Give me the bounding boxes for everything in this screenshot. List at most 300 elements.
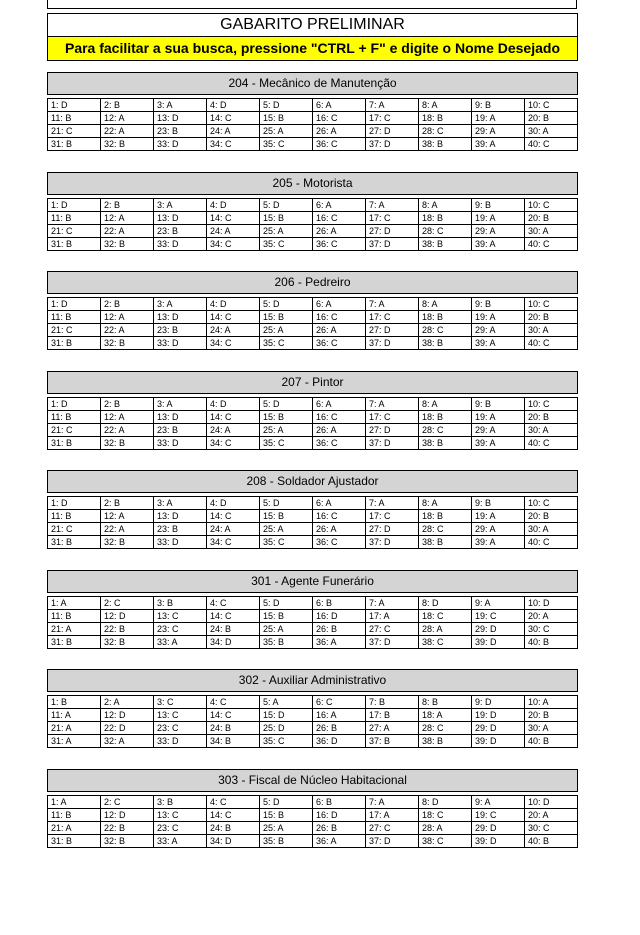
answer-cell: 36: D bbox=[313, 735, 366, 748]
answer-cell: 9: B bbox=[472, 497, 525, 510]
answer-cell: 36: C bbox=[313, 337, 366, 350]
answer-cell: 5: D bbox=[260, 796, 313, 809]
table-row bbox=[48, 597, 578, 610]
answer-cell: 4: D bbox=[207, 497, 260, 510]
answer-table bbox=[47, 397, 578, 450]
answer-cell: 7: B bbox=[366, 696, 419, 709]
table-row bbox=[48, 709, 578, 722]
answer-cell: 1: D bbox=[48, 497, 101, 510]
answer-cell: 18: C bbox=[419, 809, 472, 822]
answer-cell: 20: A bbox=[525, 610, 578, 623]
answer-cell: 39: D bbox=[472, 735, 525, 748]
table-row bbox=[48, 536, 578, 549]
table-row bbox=[48, 298, 578, 311]
answer-cell: 14: C bbox=[207, 809, 260, 822]
answer-cell: 10: C bbox=[525, 199, 578, 212]
answer-cell: 19: C bbox=[472, 610, 525, 623]
answer-cell: 19: A bbox=[472, 212, 525, 225]
answer-cell: 27: C bbox=[366, 623, 419, 636]
answer-cell: 30: A bbox=[525, 722, 578, 735]
answer-cell: 24: A bbox=[207, 523, 260, 536]
answer-cell: 39: A bbox=[472, 337, 525, 350]
answer-cell: 5: D bbox=[260, 497, 313, 510]
table-row bbox=[48, 722, 578, 735]
table-row bbox=[48, 99, 578, 112]
answer-cell: 31: B bbox=[48, 636, 101, 649]
section-title: 208 - Soldador Ajustador bbox=[47, 470, 578, 493]
answer-cell: 24: B bbox=[207, 822, 260, 835]
answer-cell: 17: C bbox=[366, 510, 419, 523]
answer-cell: 34: C bbox=[207, 138, 260, 151]
answer-cell: 15: D bbox=[260, 709, 313, 722]
answer-cell: 26: A bbox=[313, 125, 366, 138]
answer-cell: 36: C bbox=[313, 536, 366, 549]
answer-cell: 2: C bbox=[101, 796, 154, 809]
answer-cell: 27: C bbox=[366, 822, 419, 835]
answer-cell: 16: C bbox=[313, 112, 366, 125]
answer-cell: 25: A bbox=[260, 523, 313, 536]
answer-cell: 28: A bbox=[419, 822, 472, 835]
answer-cell: 24: B bbox=[207, 722, 260, 735]
table-row bbox=[48, 510, 578, 523]
answer-cell: 35: B bbox=[260, 636, 313, 649]
answer-cell: 28: C bbox=[419, 523, 472, 536]
answer-cell: 23: C bbox=[154, 722, 207, 735]
answer-cell: 20: B bbox=[525, 411, 578, 424]
answer-cell: 12: A bbox=[101, 212, 154, 225]
answer-cell: 26: B bbox=[313, 623, 366, 636]
answer-cell: 7: A bbox=[366, 199, 419, 212]
answer-cell: 14: C bbox=[207, 112, 260, 125]
section-title: 205 - Motorista bbox=[47, 172, 578, 195]
answer-cell: 22: B bbox=[101, 822, 154, 835]
answer-cell: 33: D bbox=[154, 536, 207, 549]
answer-cell: 1: D bbox=[48, 199, 101, 212]
answer-cell: 5: A bbox=[260, 696, 313, 709]
answer-cell: 11: B bbox=[48, 212, 101, 225]
answer-cell: 28: C bbox=[419, 722, 472, 735]
top-frame bbox=[47, 0, 577, 9]
answer-cell: 14: C bbox=[207, 311, 260, 324]
answer-cell: 24: B bbox=[207, 623, 260, 636]
table-row bbox=[48, 623, 578, 636]
answer-cell: 29: A bbox=[472, 225, 525, 238]
answer-section bbox=[47, 371, 578, 450]
answer-cell: 16: C bbox=[313, 212, 366, 225]
answer-cell: 12: A bbox=[101, 311, 154, 324]
answer-table bbox=[47, 695, 578, 748]
answer-cell: 23: B bbox=[154, 324, 207, 337]
answer-cell: 13: D bbox=[154, 212, 207, 225]
answer-cell: 27: D bbox=[366, 324, 419, 337]
section-title: 302 - Auxiliar Administrativo bbox=[47, 669, 578, 692]
answer-cell: 29: A bbox=[472, 324, 525, 337]
answer-cell: 37: D bbox=[366, 536, 419, 549]
table-row bbox=[48, 835, 578, 848]
answer-cell: 35: C bbox=[260, 536, 313, 549]
answer-cell: 13: D bbox=[154, 112, 207, 125]
answer-cell: 16: D bbox=[313, 809, 366, 822]
answer-cell: 6: C bbox=[313, 696, 366, 709]
answer-cell: 37: D bbox=[366, 636, 419, 649]
answer-cell: 13: D bbox=[154, 311, 207, 324]
answer-cell: 24: A bbox=[207, 324, 260, 337]
answer-cell: 10: C bbox=[525, 398, 578, 411]
answer-cell: 14: C bbox=[207, 411, 260, 424]
answer-section bbox=[47, 72, 578, 151]
answer-cell: 17: C bbox=[366, 212, 419, 225]
answer-cell: 28: C bbox=[419, 324, 472, 337]
table-row bbox=[48, 636, 578, 649]
answer-cell: 34: C bbox=[207, 437, 260, 450]
answer-cell: 8: B bbox=[419, 696, 472, 709]
answer-cell: 9: A bbox=[472, 796, 525, 809]
answer-cell: 19: A bbox=[472, 411, 525, 424]
answer-cell: 30: C bbox=[525, 822, 578, 835]
answer-cell: 35: C bbox=[260, 735, 313, 748]
table-row bbox=[48, 809, 578, 822]
answer-cell: 6: B bbox=[313, 796, 366, 809]
answer-cell: 10: C bbox=[525, 298, 578, 311]
answer-cell: 38: B bbox=[419, 437, 472, 450]
answer-cell: 32: B bbox=[101, 835, 154, 848]
answer-cell: 8: D bbox=[419, 796, 472, 809]
answer-cell: 33: A bbox=[154, 636, 207, 649]
answer-cell: 16: D bbox=[313, 610, 366, 623]
answer-cell: 2: B bbox=[101, 497, 154, 510]
answer-cell: 23: C bbox=[154, 623, 207, 636]
answer-cell: 23: C bbox=[154, 822, 207, 835]
answer-cell: 3: A bbox=[154, 298, 207, 311]
answer-cell: 26: A bbox=[313, 523, 366, 536]
answer-cell: 9: B bbox=[472, 199, 525, 212]
answer-cell: 22: B bbox=[101, 623, 154, 636]
answer-cell: 6: A bbox=[313, 398, 366, 411]
answer-cell: 23: B bbox=[154, 225, 207, 238]
answer-cell: 3: B bbox=[154, 597, 207, 610]
answer-cell: 4: C bbox=[207, 696, 260, 709]
answer-cell: 3: A bbox=[154, 199, 207, 212]
table-row bbox=[48, 424, 578, 437]
answer-cell: 33: D bbox=[154, 437, 207, 450]
answer-cell: 25: D bbox=[260, 722, 313, 735]
answer-cell: 28: C bbox=[419, 225, 472, 238]
answer-cell: 22: A bbox=[101, 225, 154, 238]
answer-cell: 7: A bbox=[366, 298, 419, 311]
answer-cell: 33: D bbox=[154, 238, 207, 251]
answer-cell: 26: A bbox=[313, 324, 366, 337]
answer-cell: 13: D bbox=[154, 510, 207, 523]
answer-cell: 27: D bbox=[366, 125, 419, 138]
answer-cell: 21: A bbox=[48, 623, 101, 636]
answer-cell: 21: A bbox=[48, 822, 101, 835]
answer-cell: 8: A bbox=[419, 497, 472, 510]
answer-cell: 32: B bbox=[101, 636, 154, 649]
answer-cell: 39: A bbox=[472, 437, 525, 450]
answer-cell: 1: D bbox=[48, 298, 101, 311]
answer-cell: 21: C bbox=[48, 125, 101, 138]
answer-cell: 18: B bbox=[419, 212, 472, 225]
answer-cell: 7: A bbox=[366, 796, 419, 809]
answer-cell: 5: D bbox=[260, 597, 313, 610]
answer-cell: 36: A bbox=[313, 835, 366, 848]
answer-cell: 26: A bbox=[313, 424, 366, 437]
answer-cell: 18: A bbox=[419, 709, 472, 722]
answer-cell: 22: A bbox=[101, 424, 154, 437]
answer-cell: 18: B bbox=[419, 510, 472, 523]
answer-cell: 38: B bbox=[419, 536, 472, 549]
answer-cell: 5: D bbox=[260, 298, 313, 311]
table-row bbox=[48, 398, 578, 411]
table-row bbox=[48, 497, 578, 510]
answer-cell: 12: A bbox=[101, 510, 154, 523]
answer-cell: 37: D bbox=[366, 337, 419, 350]
answer-cell: 37: D bbox=[366, 138, 419, 151]
answer-cell: 12: D bbox=[101, 809, 154, 822]
answer-cell: 32: B bbox=[101, 437, 154, 450]
answer-cell: 21: C bbox=[48, 523, 101, 536]
answer-cell: 16: A bbox=[313, 709, 366, 722]
answer-cell: 4: D bbox=[207, 398, 260, 411]
answer-cell: 31: A bbox=[48, 735, 101, 748]
answer-cell: 10: C bbox=[525, 99, 578, 112]
answer-cell: 9: B bbox=[472, 398, 525, 411]
answer-cell: 20: B bbox=[525, 510, 578, 523]
answer-cell: 26: B bbox=[313, 822, 366, 835]
answer-cell: 4: D bbox=[207, 99, 260, 112]
answer-cell: 7: A bbox=[366, 99, 419, 112]
answer-cell: 35: B bbox=[260, 835, 313, 848]
answer-cell: 31: B bbox=[48, 138, 101, 151]
answer-cell: 25: A bbox=[260, 324, 313, 337]
answer-cell: 37: B bbox=[366, 735, 419, 748]
answer-cell: 8: A bbox=[419, 199, 472, 212]
answer-cell: 25: A bbox=[260, 623, 313, 636]
answer-cell: 39: A bbox=[472, 138, 525, 151]
answer-cell: 17: C bbox=[366, 311, 419, 324]
answer-cell: 2: C bbox=[101, 597, 154, 610]
answer-cell: 37: D bbox=[366, 835, 419, 848]
answer-cell: 40: B bbox=[525, 636, 578, 649]
answer-cell: 30: C bbox=[525, 623, 578, 636]
answer-cell: 36: C bbox=[313, 437, 366, 450]
answer-cell: 38: C bbox=[419, 835, 472, 848]
answer-cell: 32: B bbox=[101, 238, 154, 251]
answer-cell: 22: A bbox=[101, 125, 154, 138]
answer-cell: 26: A bbox=[313, 225, 366, 238]
answer-cell: 13: C bbox=[154, 610, 207, 623]
answer-cell: 34: C bbox=[207, 536, 260, 549]
answer-cell: 19: C bbox=[472, 809, 525, 822]
answer-section bbox=[47, 570, 578, 649]
answer-cell: 26: B bbox=[313, 722, 366, 735]
answer-cell: 22: A bbox=[101, 324, 154, 337]
table-row bbox=[48, 212, 578, 225]
answer-cell: 30: A bbox=[525, 424, 578, 437]
answer-cell: 10: C bbox=[525, 497, 578, 510]
table-row bbox=[48, 225, 578, 238]
answer-cell: 14: C bbox=[207, 510, 260, 523]
table-row bbox=[48, 796, 578, 809]
answer-cell: 21: C bbox=[48, 324, 101, 337]
answer-cell: 39: D bbox=[472, 835, 525, 848]
answer-cell: 2: B bbox=[101, 398, 154, 411]
answer-cell: 15: B bbox=[260, 311, 313, 324]
table-row bbox=[48, 199, 578, 212]
answer-section bbox=[47, 172, 578, 251]
table-row bbox=[48, 238, 578, 251]
answer-table bbox=[47, 795, 578, 848]
answer-cell: 40: C bbox=[525, 437, 578, 450]
answer-section bbox=[47, 669, 578, 748]
answer-cell: 27: D bbox=[366, 225, 419, 238]
answer-cell: 21: C bbox=[48, 424, 101, 437]
answer-cell: 9: B bbox=[472, 298, 525, 311]
answer-cell: 31: B bbox=[48, 337, 101, 350]
answer-cell: 8: D bbox=[419, 597, 472, 610]
answer-cell: 20: B bbox=[525, 212, 578, 225]
answer-table bbox=[47, 297, 578, 350]
answer-cell: 30: A bbox=[525, 225, 578, 238]
answer-cell: 17: A bbox=[366, 809, 419, 822]
answer-cell: 27: D bbox=[366, 523, 419, 536]
answer-cell: 1: B bbox=[48, 696, 101, 709]
answer-cell: 38: B bbox=[419, 238, 472, 251]
answer-cell: 11: B bbox=[48, 510, 101, 523]
answer-cell: 24: A bbox=[207, 424, 260, 437]
answer-cell: 23: B bbox=[154, 523, 207, 536]
answer-cell: 2: B bbox=[101, 199, 154, 212]
answer-cell: 28: A bbox=[419, 623, 472, 636]
answer-cell: 11: B bbox=[48, 112, 101, 125]
answer-section bbox=[47, 470, 578, 549]
answer-cell: 15: B bbox=[260, 212, 313, 225]
answer-cell: 9: B bbox=[472, 99, 525, 112]
answer-cell: 16: C bbox=[313, 311, 366, 324]
answer-cell: 34: B bbox=[207, 735, 260, 748]
answer-cell: 4: D bbox=[207, 298, 260, 311]
answer-cell: 32: B bbox=[101, 536, 154, 549]
answer-cell: 8: A bbox=[419, 398, 472, 411]
answer-cell: 15: B bbox=[260, 411, 313, 424]
answer-cell: 29: A bbox=[472, 424, 525, 437]
answer-cell: 35: C bbox=[260, 238, 313, 251]
table-row bbox=[48, 125, 578, 138]
answer-cell: 34: D bbox=[207, 835, 260, 848]
answer-cell: 13: C bbox=[154, 709, 207, 722]
answer-table bbox=[47, 98, 578, 151]
answer-cell: 12: A bbox=[101, 112, 154, 125]
answer-cell: 7: A bbox=[366, 597, 419, 610]
answer-cell: 31: B bbox=[48, 238, 101, 251]
answer-cell: 8: A bbox=[419, 298, 472, 311]
table-row bbox=[48, 138, 578, 151]
answer-cell: 25: A bbox=[260, 822, 313, 835]
answer-cell: 35: C bbox=[260, 337, 313, 350]
answer-cell: 3: C bbox=[154, 696, 207, 709]
answer-cell: 18: B bbox=[419, 311, 472, 324]
table-row bbox=[48, 411, 578, 424]
answer-cell: 24: A bbox=[207, 225, 260, 238]
answer-cell: 17: C bbox=[366, 411, 419, 424]
answer-cell: 13: C bbox=[154, 809, 207, 822]
answer-cell: 29: A bbox=[472, 125, 525, 138]
answer-cell: 32: B bbox=[101, 337, 154, 350]
answer-cell: 28: C bbox=[419, 125, 472, 138]
answer-cell: 12: D bbox=[101, 709, 154, 722]
answer-cell: 18: C bbox=[419, 610, 472, 623]
answer-cell: 27: A bbox=[366, 722, 419, 735]
answer-cell: 6: A bbox=[313, 298, 366, 311]
answer-cell: 7: A bbox=[366, 497, 419, 510]
answer-cell: 20: B bbox=[525, 112, 578, 125]
answer-cell: 4: D bbox=[207, 199, 260, 212]
answer-cell: 3: A bbox=[154, 99, 207, 112]
answer-cell: 7: A bbox=[366, 398, 419, 411]
answer-cell: 9: A bbox=[472, 597, 525, 610]
answer-cell: 22: D bbox=[101, 722, 154, 735]
answer-cell: 35: C bbox=[260, 138, 313, 151]
answer-cell: 33: D bbox=[154, 138, 207, 151]
answer-cell: 37: D bbox=[366, 437, 419, 450]
answer-cell: 9: D bbox=[472, 696, 525, 709]
table-row bbox=[48, 112, 578, 125]
answer-cell: 31: B bbox=[48, 437, 101, 450]
answer-cell: 20: A bbox=[525, 809, 578, 822]
answer-cell: 5: D bbox=[260, 398, 313, 411]
answer-cell: 11: A bbox=[48, 709, 101, 722]
answer-cell: 39: A bbox=[472, 536, 525, 549]
answer-cell: 10: D bbox=[525, 796, 578, 809]
search-hint-banner: Para facilitar a sua busca, pressione "CTRL + F" e digite o Nome Desejado bbox=[47, 37, 578, 61]
table-row bbox=[48, 523, 578, 536]
answer-cell: 17: C bbox=[366, 112, 419, 125]
answer-cell: 14: C bbox=[207, 709, 260, 722]
answer-cell: 15: B bbox=[260, 809, 313, 822]
table-row bbox=[48, 324, 578, 337]
answer-cell: 34: C bbox=[207, 337, 260, 350]
table-row bbox=[48, 735, 578, 748]
answer-cell: 40: B bbox=[525, 835, 578, 848]
answer-cell: 4: C bbox=[207, 796, 260, 809]
answer-cell: 40: C bbox=[525, 138, 578, 151]
answer-cell: 28: C bbox=[419, 424, 472, 437]
answer-cell: 25: A bbox=[260, 225, 313, 238]
answer-table bbox=[47, 596, 578, 649]
answer-cell: 29: D bbox=[472, 822, 525, 835]
answer-cell: 20: B bbox=[525, 311, 578, 324]
answer-cell: 1: A bbox=[48, 796, 101, 809]
answer-cell: 14: C bbox=[207, 212, 260, 225]
answer-cell: 38: B bbox=[419, 735, 472, 748]
answer-cell: 19: A bbox=[472, 112, 525, 125]
answer-cell: 23: B bbox=[154, 125, 207, 138]
answer-cell: 38: C bbox=[419, 636, 472, 649]
answer-cell: 2: B bbox=[101, 298, 154, 311]
answer-cell: 22: A bbox=[101, 523, 154, 536]
answer-cell: 12: A bbox=[101, 411, 154, 424]
answer-cell: 24: A bbox=[207, 125, 260, 138]
section-title: 303 - Fiscal de Núcleo Habitacional bbox=[47, 769, 578, 792]
answer-cell: 1: D bbox=[48, 398, 101, 411]
answer-cell: 40: C bbox=[525, 536, 578, 549]
answer-cell: 30: A bbox=[525, 324, 578, 337]
section-title: 206 - Pedreiro bbox=[47, 271, 578, 294]
answer-cell: 18: B bbox=[419, 112, 472, 125]
answer-cell: 19: A bbox=[472, 510, 525, 523]
answer-cell: 38: B bbox=[419, 138, 472, 151]
answer-cell: 14: C bbox=[207, 610, 260, 623]
